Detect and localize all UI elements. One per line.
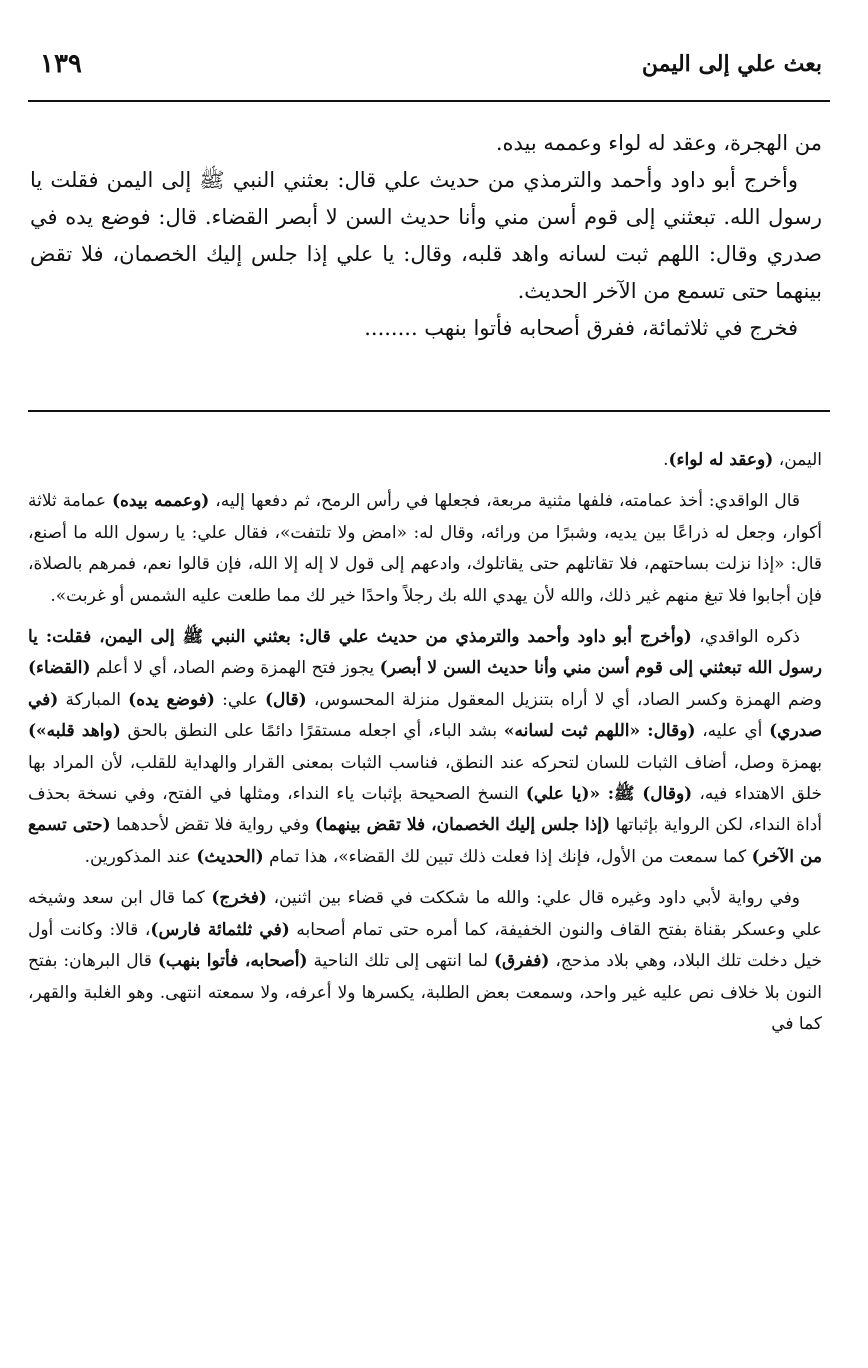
quoted-matn-run: (وأخرج أبو داود وأحمد والترمذي من حديث علي قال: بعثني النبي ﷺ إلى اليمن، فقلت: يا رسول الله تبعثني إلى قوم أسن مني وأنا حديث السن لا أبصر) xyxy=(28,627,823,679)
commentary-run: كما سمعت من الأول، فإنك إذا فعلت ذلك تبين لك القضاء»، هذا تمام xyxy=(263,846,752,867)
commentary-run: بهمزة وصل، أضاف الثبات للسان لتحركه عند النطق، فناسب الثبات بمعنى القرار والهداية للقلب، لأن المراد بها خلق الاهتداء فيه، xyxy=(28,752,822,805)
quoted-matn-run: (ففرق) xyxy=(494,951,550,972)
commentary-run: . xyxy=(663,450,669,470)
quoted-matn-run: (في ثلثمائة فارس) xyxy=(150,919,290,940)
running-title: بعث علي إلى اليمن xyxy=(641,51,822,77)
commentary-run: اليمن، xyxy=(773,450,822,470)
commentary-run: ، قالا: وكانت أول خيل دخلت تلك البلاد، وهي بلاد مذحج، xyxy=(28,919,822,972)
commentary-run: لما انتهى إلى تلك الناحية xyxy=(307,951,494,972)
commentary-run: قال الواقدي: أخذ عمامته، فلفها مثنية مربعة، فجعلها في رأس الرمح، ثم دفعها إليه، xyxy=(209,491,801,512)
quoted-matn-run: (قال) xyxy=(264,689,307,710)
commentary-text-block xyxy=(28,445,822,1050)
commentary-run: كما قال ابن سعد وشيخه علي وعسكر بقناة بفتح القاف والنون الخفيفة، كما أمره حتى تمام أصحابه xyxy=(28,888,822,940)
quoted-matn-run: (إذا جلس إليك الخصمان، فلا تقض بينهما) xyxy=(314,815,611,836)
quoted-matn-run: (القضاء) xyxy=(28,658,91,679)
commentary-paragraph xyxy=(28,486,822,612)
quoted-matn-run: (وعممه بيده) xyxy=(111,491,210,512)
page-header xyxy=(40,40,822,88)
header-rule xyxy=(28,100,830,102)
matn-paragraph: من الهجرة، وعقد له لواء وعممه بيده. xyxy=(495,131,822,155)
quoted-matn-run: (فخرج) xyxy=(211,888,267,909)
commentary-run: وفي رواية لأبي داود وغيره قال علي: والله ما شككت في قضاء بين اثنين، xyxy=(266,888,801,909)
quoted-matn-run: (وعقد له لواء) xyxy=(668,450,774,470)
commentary-run: عمامة ثلاثة أكوار، وجعل له ذراعًا بين يديه، وشبرًا من ورائه، وقال له: «امض ولا تلتفت»، فقال علي: يا رسول الله ما أصنع، قال: «إذا نزلت بساحتهم، فلا تقاتلهم حتى يقاتلوك، وادعهم إلى قول لا إله إلا الله، فإن قالوا نعم، فمرهم بالصلاة، فإن أجابوا فلا تبغ منهم غير ذلك، والله لأن يهدي الله بك رجلاً واحدًا خير لك مما طلعت عليه الشمس أو غربت». xyxy=(28,491,822,606)
quoted-matn-run: (الحديث) xyxy=(196,846,264,867)
commentary-run: علي: xyxy=(214,689,265,710)
commentary-run: أي عليه، xyxy=(695,721,770,742)
commentary-run: قال البرهان: بفتح النون بلا خلاف نص عليه غير واحد، وسمعت بعض الطلبة، يكسرها ولا أعرفه، ولا سمعته انتهى. وهو الغلبة والقهر، كما في xyxy=(28,951,822,1034)
quoted-matn-run: (أصحابه، فأتوا بنهب) xyxy=(157,951,308,972)
commentary-run: ذكره الواقدي، xyxy=(691,627,800,648)
quoted-matn-run: (فوضع يده) xyxy=(128,689,215,710)
quoted-matn-run: (واهد قلبه») xyxy=(28,721,121,742)
matn-text-block xyxy=(30,125,822,347)
quoted-matn-run: (في صدري) xyxy=(28,689,823,742)
commentary-paragraph xyxy=(28,622,822,873)
commentary-run: عند المذكورين. xyxy=(84,846,197,867)
quoted-matn-run: (وقال) ﷺ: «(يا علي) xyxy=(525,784,693,805)
commentary-paragraph xyxy=(28,883,822,1040)
commentary-run: يجوز فتح الهمزة وضم الصاد، أي لا أعلم xyxy=(90,658,380,679)
commentary-run: وضم الهمزة وكسر الصاد، أي لا أراه بتنزيل المعقول منزلة المحسوس، xyxy=(306,689,823,710)
commentary-run: المباركة xyxy=(58,689,129,710)
matn-paragraph: وأخرج أبو داود وأحمد والترمذي من حديث علي قال: بعثني النبي ﷺ إلى اليمن فقلت يا رسول الله. تبعثني إلى قوم أسن مني وأنا حديث السن لا أبصر القضاء. قال: فوضع يده في صدري وقال: اللهم ثبت لسانه واهد قلبه، وقال: يا علي إذا جلس إليك الخصمان، فلا تقض بينهما حتى تسمع من الآخر الحديث. xyxy=(30,168,822,303)
separator-rule xyxy=(28,410,830,412)
quoted-matn-run: (وقال: «اللهم ثبت لسانه» xyxy=(503,721,696,742)
matn-paragraph: فخرج في ثلاثمائة، ففرق أصحابه فأتوا بنهب ........ xyxy=(364,316,798,340)
commentary-run: بشد الباء، أي اجعله مستقرًا دائمًا على النطق بالحق xyxy=(120,721,504,742)
commentary-paragraph xyxy=(28,445,822,476)
quoted-matn-run: (حتى تسمع من الآخر) xyxy=(28,815,822,867)
commentary-run: النسخ الصحيحة بإثبات ياء النداء، ومثلها في الفتح، وفي نسخة بحذف أداة النداء، لكن الرواية بإثباتها xyxy=(28,784,822,836)
page-number: ١٣٩ xyxy=(40,49,82,79)
commentary-run: وفي رواية فلا تقض لأحدهما xyxy=(110,815,315,836)
